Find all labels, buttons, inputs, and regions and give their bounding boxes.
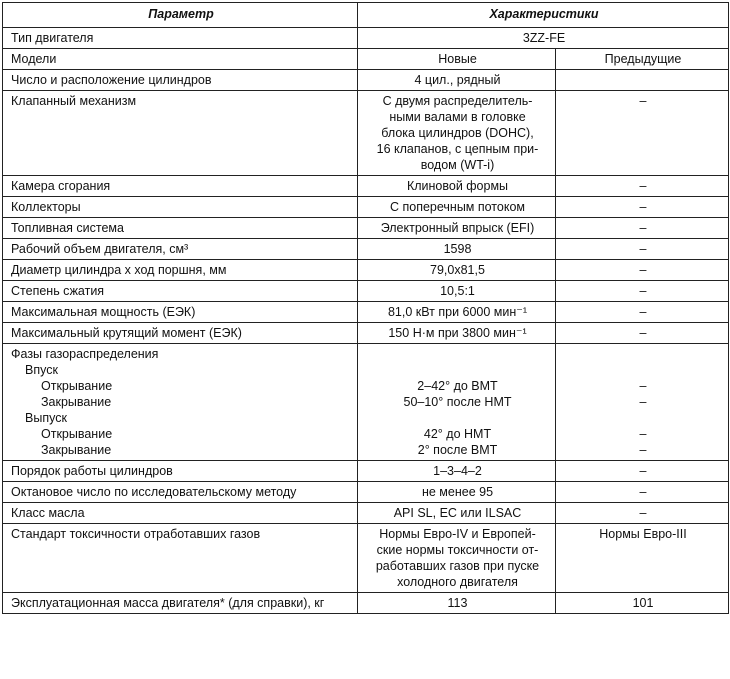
value-line: водом (WT-i) xyxy=(420,158,495,172)
table-row xyxy=(3,302,729,323)
value-prev xyxy=(556,91,729,176)
value-line: ские нормы токсичности от- xyxy=(376,543,539,557)
table-row xyxy=(3,503,729,524)
valve-timing-label: Закрывание xyxy=(41,443,112,457)
value-prev xyxy=(556,461,729,482)
value-prev xyxy=(556,197,729,218)
value-prev xyxy=(556,503,729,524)
row-label: Тип двигателя xyxy=(3,28,358,49)
row-label: Диаметр цилиндра х ход поршня, мм xyxy=(3,260,358,281)
value-prev xyxy=(556,593,729,614)
table-row xyxy=(3,524,729,593)
value-line xyxy=(366,410,549,426)
valve-timing-labels xyxy=(3,344,358,461)
value-prev xyxy=(556,323,729,344)
valve-timing-label: Открывание xyxy=(41,379,113,393)
value-line: Нормы Евро-IV и Европей- xyxy=(379,527,536,541)
header-char: Характеристики xyxy=(358,3,729,28)
models-new: Новые xyxy=(358,49,556,70)
header-row xyxy=(3,3,729,28)
value-line: 1598 xyxy=(443,242,472,256)
valve-timing-prev xyxy=(556,344,729,461)
row-label: Число и расположение цилиндров xyxy=(3,70,358,91)
row-label: Рабочий объем двигателя, см³ xyxy=(3,239,358,260)
value-prev xyxy=(556,524,729,593)
engine-spec-table xyxy=(2,2,729,614)
value-line: 50–10° после НМТ xyxy=(403,395,512,409)
row-label: Стандарт токсичности отработавших газов xyxy=(3,524,358,593)
row-label: Клапанный механизм xyxy=(3,91,358,176)
value-prev xyxy=(556,70,729,91)
value-line: блока цилиндров (DOHC), xyxy=(381,126,534,140)
table-row xyxy=(3,218,729,239)
valve-timing-label: Выпуск xyxy=(25,411,67,425)
row-label: Модели xyxy=(3,49,358,70)
value-line: С поперечным потоком xyxy=(389,200,526,214)
value-new xyxy=(358,503,556,524)
value-prev xyxy=(556,239,729,260)
table-row xyxy=(3,260,729,281)
row-label: Максимальный крутящий момент (ЕЭК) xyxy=(3,323,358,344)
value-new xyxy=(358,197,556,218)
value-line xyxy=(564,72,722,88)
value-new xyxy=(358,302,556,323)
row-label: Топливная система xyxy=(3,218,358,239)
value-line: 42° до НМТ xyxy=(423,427,492,441)
value-line: не менее 95 xyxy=(421,485,494,499)
value-line: 79,0х81,5 xyxy=(430,263,485,277)
value-new xyxy=(358,260,556,281)
value-line: 10,5:1 xyxy=(440,284,475,298)
value-line xyxy=(366,346,549,362)
table-row xyxy=(3,91,729,176)
table-row xyxy=(3,176,729,197)
value-line: 101 xyxy=(632,596,654,610)
table-row xyxy=(3,239,729,260)
value-line: 2° после ВМТ xyxy=(417,443,498,457)
row-label: Октановое число по исследовательскому методу xyxy=(3,482,358,503)
value-line xyxy=(564,410,722,426)
valve-timing-row xyxy=(3,344,729,461)
value-line: – xyxy=(639,485,647,499)
row-label: Максимальная мощность (ЕЭК) xyxy=(3,302,358,323)
value-line: – xyxy=(639,326,647,340)
table-row xyxy=(3,461,729,482)
valve-timing-label: Закрывание xyxy=(41,395,112,409)
value-line: – xyxy=(639,506,647,520)
row-label: Эксплуатационная масса двигателя* (для справки), кг xyxy=(3,593,358,614)
value-prev xyxy=(556,176,729,197)
table-row xyxy=(3,593,729,614)
value-line: – xyxy=(639,379,647,393)
row-label: Коллекторы xyxy=(3,197,358,218)
value-line: – xyxy=(639,427,647,441)
value-line: С двумя распределитель- xyxy=(382,94,533,108)
value-line: – xyxy=(639,464,647,478)
value-new xyxy=(358,70,556,91)
value-line: 16 клапанов, с цепным при- xyxy=(376,142,539,156)
valve-timing-label: Открывание xyxy=(41,427,113,441)
value-line: работавших газов при пуске xyxy=(375,559,540,573)
value-new xyxy=(358,461,556,482)
value-line xyxy=(564,346,722,362)
valve-timing-label: Впуск xyxy=(25,363,58,377)
value-line: – xyxy=(639,395,647,409)
value-line: – xyxy=(639,200,647,214)
value-line: Клиновой формы xyxy=(406,179,509,193)
value-line xyxy=(564,362,722,378)
table-row xyxy=(3,323,729,344)
value-line: – xyxy=(639,263,647,277)
table-row xyxy=(3,482,729,503)
value-prev xyxy=(556,281,729,302)
valve-timing-new xyxy=(358,344,556,461)
models-prev: Предыдущие xyxy=(556,49,729,70)
value-line: 150 Н·м при 3800 мин⁻¹ xyxy=(388,326,527,340)
value-prev xyxy=(556,218,729,239)
value-line: – xyxy=(639,305,647,319)
value-line: ными валами в головке xyxy=(389,110,526,124)
value-new xyxy=(358,218,556,239)
value-line: – xyxy=(639,443,647,457)
value-line: Электронный впрыск (EFI) xyxy=(380,221,535,235)
value-prev xyxy=(556,482,729,503)
value-new xyxy=(358,176,556,197)
value-new xyxy=(358,91,556,176)
header-param: Параметр xyxy=(3,3,358,28)
value-line: холодного двигателя xyxy=(397,575,518,589)
table-row xyxy=(3,28,729,49)
table-row xyxy=(3,49,729,70)
value-new xyxy=(358,239,556,260)
row-label: Камера сгорания xyxy=(3,176,358,197)
value-new xyxy=(358,593,556,614)
row-label: Порядок работы цилиндров xyxy=(3,461,358,482)
value-line: – xyxy=(639,94,647,108)
value-line: 113 xyxy=(447,596,468,610)
table-row xyxy=(3,281,729,302)
value-new xyxy=(358,482,556,503)
value-line: 81,0 кВт при 6000 мин⁻¹ xyxy=(387,305,528,319)
value-line: – xyxy=(639,221,647,235)
value-line: Нормы Евро-III xyxy=(599,527,687,541)
valve-timing-label: Фазы газораспределения xyxy=(11,347,159,361)
table-row xyxy=(3,197,729,218)
table-row xyxy=(3,70,729,91)
value-line: – xyxy=(639,242,647,256)
value-line: – xyxy=(639,179,647,193)
engine-type-value: 3ZZ-FE xyxy=(358,28,729,49)
value-new xyxy=(358,281,556,302)
value-prev xyxy=(556,260,729,281)
value-line: API SL, EC или ILSAC xyxy=(393,506,522,520)
row-label: Класс масла xyxy=(3,503,358,524)
value-line: – xyxy=(639,284,647,298)
row-label: Степень сжатия xyxy=(3,281,358,302)
value-prev xyxy=(556,302,729,323)
value-line xyxy=(366,362,549,378)
value-line: 2–42° до ВМТ xyxy=(417,379,498,393)
value-line: 4 цил., рядный xyxy=(414,73,501,87)
value-new xyxy=(358,323,556,344)
value-new xyxy=(358,524,556,593)
value-line: 1–3–4–2 xyxy=(433,464,482,478)
